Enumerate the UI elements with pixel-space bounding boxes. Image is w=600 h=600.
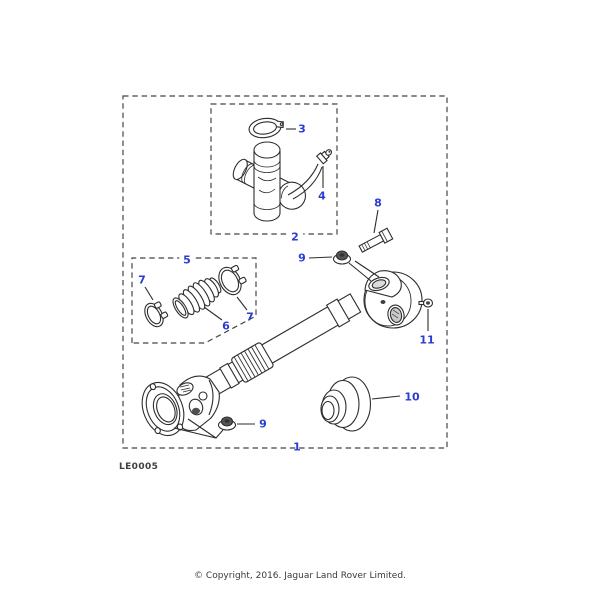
callout-9-upper[interactable]: 9 [298,251,306,265]
callout-9-lower[interactable]: 9 [259,417,267,431]
callout-7-right[interactable]: 7 [246,310,254,324]
callout-11[interactable]: 11 [419,333,435,347]
callout-3[interactable]: 3 [298,122,306,136]
clamp-small [141,298,170,329]
propshaft-yoke [364,271,422,328]
circlip [248,116,285,140]
callout-4[interactable]: 4 [318,189,326,203]
uj-spider [229,142,310,221]
callout-1[interactable]: 1 [293,440,301,454]
nut-lower [219,417,236,430]
callout-10[interactable]: 10 [404,390,420,404]
nut-upper [334,251,351,264]
copyright-text: © Copyright, 2016. Jaguar Land Rover Limited. [194,571,406,581]
coupling-flange [321,377,371,431]
callout-7-left[interactable]: 7 [138,273,146,287]
boot-gaiter [169,272,226,322]
grease-nipple [288,147,334,199]
callout-5[interactable]: 5 [179,255,195,266]
diagram-code: LE0005 [119,462,159,472]
callout-6[interactable]: 6 [222,319,230,333]
callout-2[interactable]: 2 [287,232,303,243]
bolt [358,228,393,254]
callout-8[interactable]: 8 [374,196,382,210]
